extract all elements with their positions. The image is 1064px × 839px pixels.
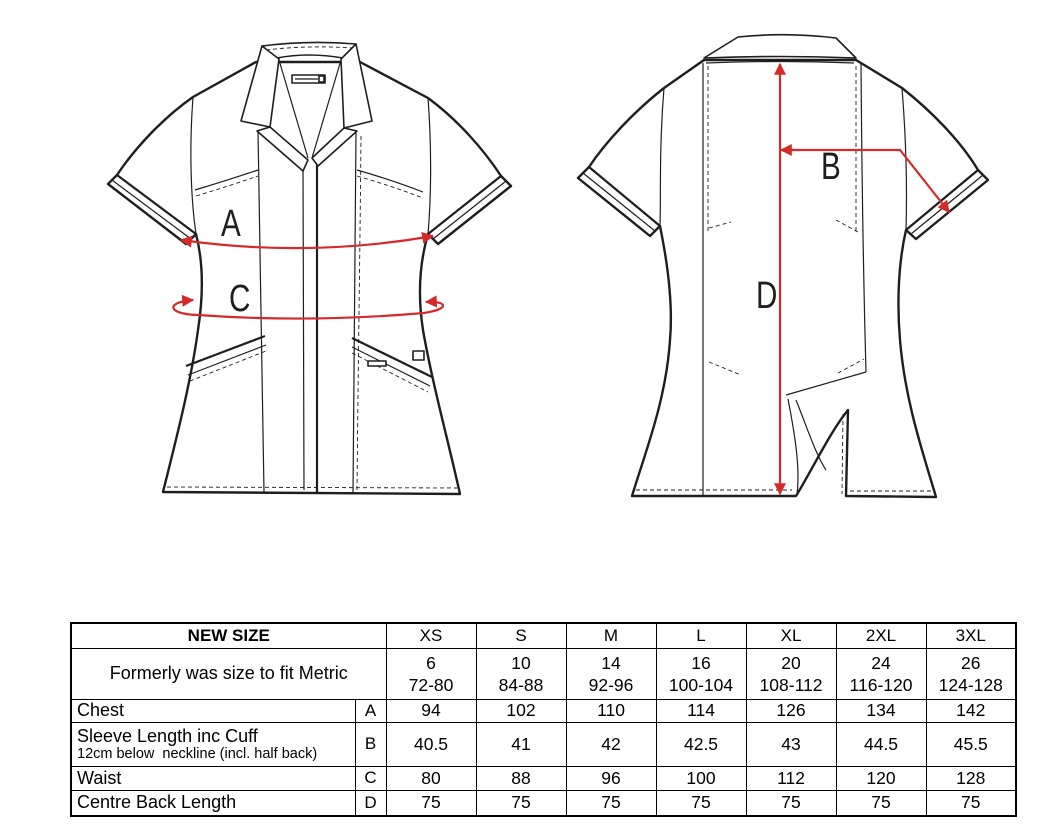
front-collar-band xyxy=(262,42,356,58)
sleeve-value-xl: 43 xyxy=(746,722,836,766)
former-size: 14 xyxy=(601,652,621,673)
chest-value-3xl: 142 xyxy=(926,699,1016,722)
former-size-row xyxy=(71,648,1016,699)
chest-value-2xl: 134 xyxy=(836,699,926,722)
back-length-measure-label: D xyxy=(756,274,778,317)
waist-label-group xyxy=(229,278,250,320)
former-size: 20 xyxy=(781,652,801,673)
former-size-cell-2xl xyxy=(836,648,926,699)
sleeve-value-xs: 40.5 xyxy=(386,722,476,766)
size-header-2xl: 2XL xyxy=(836,623,926,648)
sleeve-value-3xl: 45.5 xyxy=(926,722,1016,766)
chest-value-s: 102 xyxy=(476,699,566,722)
sleeve-label-cell xyxy=(71,722,355,766)
pocket-tag xyxy=(368,361,386,366)
waist-value-2xl: 120 xyxy=(836,766,926,790)
chest-measure-label: A xyxy=(221,202,241,245)
centre-back-length-value-xs: 75 xyxy=(386,790,476,816)
size-header-row xyxy=(71,623,1016,648)
size-header-xs: XS xyxy=(386,623,476,648)
size-header-xl: XL xyxy=(746,623,836,648)
chest-value-xs: 94 xyxy=(386,699,476,722)
sleeve-measure-label: B xyxy=(821,145,841,188)
sleeve-value-s: 41 xyxy=(476,722,566,766)
collar-label-tab-end xyxy=(319,76,324,82)
size-header-m: M xyxy=(566,623,656,648)
chest-value-xl: 126 xyxy=(746,699,836,722)
back-length-label-group xyxy=(756,275,777,317)
chest-label-group xyxy=(221,203,241,245)
sleeve-value-l: 42.5 xyxy=(656,722,746,766)
former-size-cell-3xl xyxy=(926,648,1016,699)
chest-value-m: 110 xyxy=(566,699,656,722)
former-size: 24 xyxy=(871,652,891,673)
front-body-outline xyxy=(108,62,511,494)
former-size-cell-l xyxy=(656,648,746,699)
pen-slot xyxy=(413,351,424,360)
waist-value-xl: 112 xyxy=(746,766,836,790)
size-header-s: S xyxy=(476,623,566,648)
chest-row xyxy=(71,699,1016,722)
sleeve-value-2xl: 44.5 xyxy=(836,722,926,766)
back-collar xyxy=(704,35,856,58)
front-view xyxy=(108,42,511,494)
back-body-outline xyxy=(578,60,988,497)
former-size: 26 xyxy=(961,652,981,673)
back-vent-stitch xyxy=(842,414,843,494)
centre-back-length-value-xl: 75 xyxy=(746,790,836,816)
former-size-cell-m xyxy=(566,648,656,699)
sleeve-value-m: 42 xyxy=(566,722,656,766)
former-size-cell-xl xyxy=(746,648,836,699)
metric-range: 100-104 xyxy=(668,674,734,695)
chest-label: Chest xyxy=(71,699,355,722)
waist-label: Waist xyxy=(71,766,355,790)
waist-measure-label: C xyxy=(229,277,251,320)
metric-range: 84-88 xyxy=(498,674,544,695)
sleeve-label: Sleeve Length inc Cuff xyxy=(77,725,258,746)
centre-back-length-value-2xl: 75 xyxy=(836,790,926,816)
centre-back-length-label: Centre Back Length xyxy=(71,790,355,816)
metric-range: 72-80 xyxy=(408,674,454,695)
size-chart-table xyxy=(70,622,1017,817)
former-size: 10 xyxy=(511,652,531,673)
back-view xyxy=(578,35,988,497)
former-size: 16 xyxy=(691,652,711,673)
metric-range: 92-96 xyxy=(588,674,634,695)
centre-back-length-row xyxy=(71,790,1016,816)
sleeve-letter: B xyxy=(355,722,386,766)
sleeve-label-group xyxy=(821,146,841,188)
waist-value-3xl: 128 xyxy=(926,766,1016,790)
sleeve-row xyxy=(71,722,1016,766)
new-size-header: NEW SIZE xyxy=(71,623,386,648)
former-size-cell-s xyxy=(476,648,566,699)
centre-back-length-value-s: 75 xyxy=(476,790,566,816)
centre-back-length-letter: D xyxy=(355,790,386,816)
size-header-l: L xyxy=(656,623,746,648)
waist-value-s: 88 xyxy=(476,766,566,790)
centre-back-length-value-m: 75 xyxy=(566,790,656,816)
metric-range: 124-128 xyxy=(938,674,1003,695)
centre-back-length-value-3xl: 75 xyxy=(926,790,1016,816)
former-size-cell-xs xyxy=(386,648,476,699)
chest-value-l: 114 xyxy=(656,699,746,722)
waist-value-xs: 80 xyxy=(386,766,476,790)
centre-back-length-value-l: 75 xyxy=(656,790,746,816)
waist-value-m: 96 xyxy=(566,766,656,790)
waist-row xyxy=(71,766,1016,790)
metric-range: 108-112 xyxy=(759,674,823,695)
size-header-3xl: 3XL xyxy=(926,623,1016,648)
former-size: 6 xyxy=(426,652,436,673)
waist-value-l: 100 xyxy=(656,766,746,790)
sleeve-note: 12cm below neckline (incl. half back) xyxy=(77,745,318,762)
chest-letter: A xyxy=(355,699,386,722)
former-size-label: Formerly was size to fit Metric xyxy=(71,648,386,699)
waist-letter: C xyxy=(355,766,386,790)
metric-range: 116-120 xyxy=(849,674,913,695)
